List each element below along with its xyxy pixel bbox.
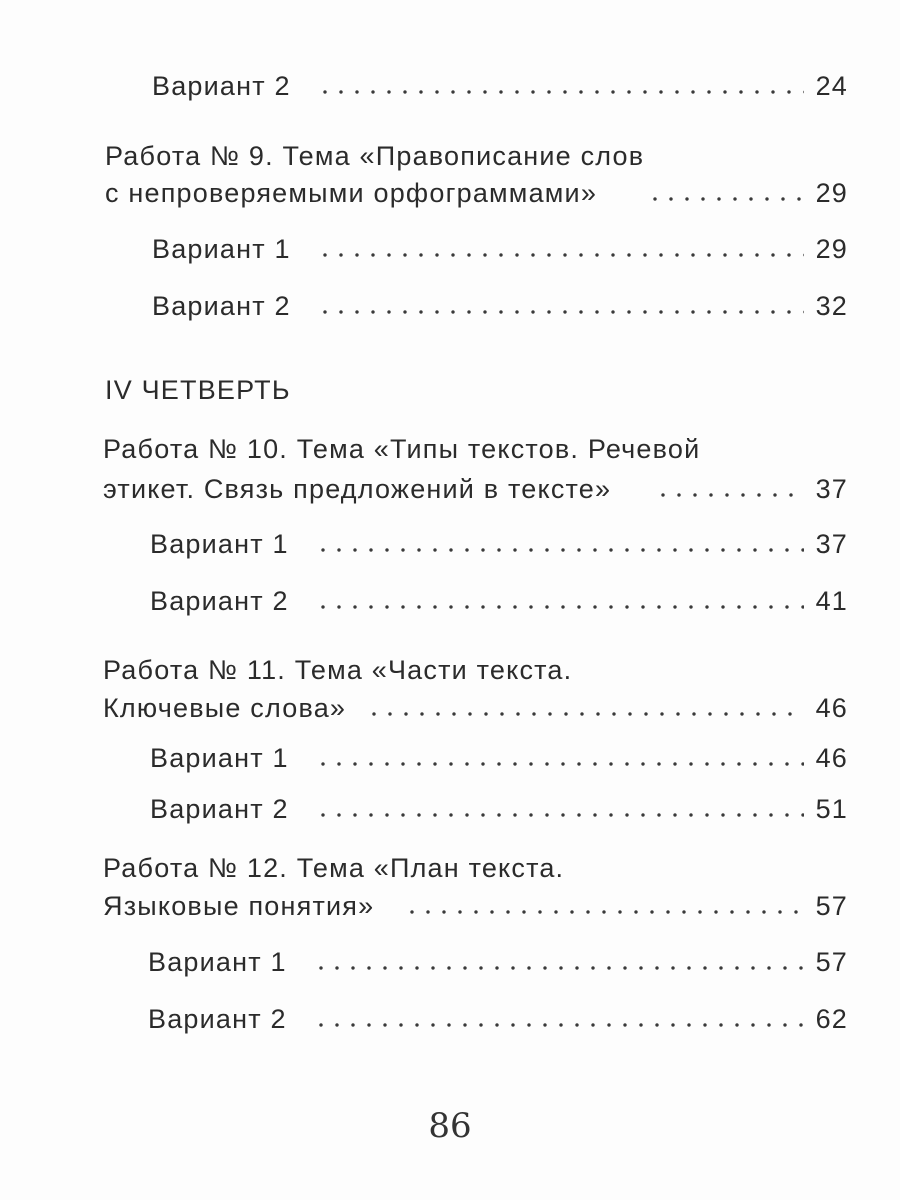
- variant-label: Вариант 1: [150, 529, 289, 559]
- dot-leader: [315, 812, 804, 818]
- dot-leader: [647, 196, 804, 202]
- page-ref: 32: [815, 291, 848, 321]
- work-title-line: с непроверяемыми орфограммами»: [105, 178, 598, 208]
- dot-leader: [317, 89, 804, 95]
- dot-leader: [315, 761, 804, 767]
- quarter-heading: IV ЧЕТВЕРТЬ: [105, 375, 291, 405]
- variant-label: Вариант 1: [150, 743, 289, 773]
- work-title-line: Работа № 12. Тема «План текста.: [103, 853, 565, 883]
- page-ref: 62: [815, 1004, 848, 1034]
- page-ref: 24: [815, 71, 848, 101]
- toc-entry-work: [103, 692, 848, 724]
- page-ref: 41: [815, 586, 848, 616]
- toc-entry-variant: [148, 946, 848, 978]
- work-title-line: Языковые понятия»: [103, 891, 375, 921]
- toc-entry-variant: [150, 585, 848, 617]
- work-title-line: Работа № 9. Тема «Правописание слов: [105, 141, 645, 171]
- work-title-line: Работа № 10. Тема «Типы текстов. Речевой: [103, 434, 701, 464]
- dot-leader: [404, 909, 804, 915]
- toc-entry-work: [105, 177, 848, 209]
- dot-leader: [313, 1022, 804, 1028]
- page-number: 86: [428, 1106, 472, 1146]
- toc-entry-work: [103, 890, 848, 922]
- variant-label: Вариант 2: [148, 1004, 287, 1034]
- page-ref: 46: [815, 693, 848, 723]
- toc-entry-variant: [150, 793, 848, 825]
- variant-label: Вариант 2: [150, 586, 289, 616]
- toc-entry-variant: [148, 1003, 848, 1035]
- toc-entry-work: [103, 473, 848, 505]
- variant-label: Вариант 2: [152, 291, 291, 321]
- variant-label: Вариант 1: [152, 234, 291, 264]
- page-ref: 37: [815, 529, 848, 559]
- page-ref: 37: [815, 474, 848, 504]
- dot-leader: [317, 252, 804, 258]
- dot-leader: [655, 492, 804, 498]
- toc-entry-variant: [152, 70, 848, 102]
- toc-entry-variant: [152, 233, 848, 265]
- page-ref: 57: [815, 947, 848, 977]
- dot-leader: [366, 711, 804, 717]
- toc-entry-variant: [152, 290, 848, 322]
- page-ref: 29: [815, 178, 848, 208]
- dot-leader: [313, 965, 804, 971]
- work-title-line: этикет. Связь предложений в тексте»: [103, 474, 612, 504]
- work-title-line: Работа № 11. Тема «Части текста.: [103, 655, 573, 685]
- page-ref: 51: [815, 794, 848, 824]
- variant-label: Вариант 2: [152, 71, 291, 101]
- page-ref: 57: [815, 891, 848, 921]
- work-title-line: Ключевые слова»: [103, 693, 347, 723]
- toc-entry-variant: [150, 742, 848, 774]
- page-ref: 46: [815, 743, 848, 773]
- dot-leader: [315, 604, 804, 610]
- variant-label: Вариант 1: [148, 947, 287, 977]
- dot-leader: [315, 547, 804, 553]
- variant-label: Вариант 2: [150, 794, 289, 824]
- toc-entry-variant: [150, 528, 848, 560]
- page-ref: 29: [815, 234, 848, 264]
- dot-leader: [317, 309, 804, 315]
